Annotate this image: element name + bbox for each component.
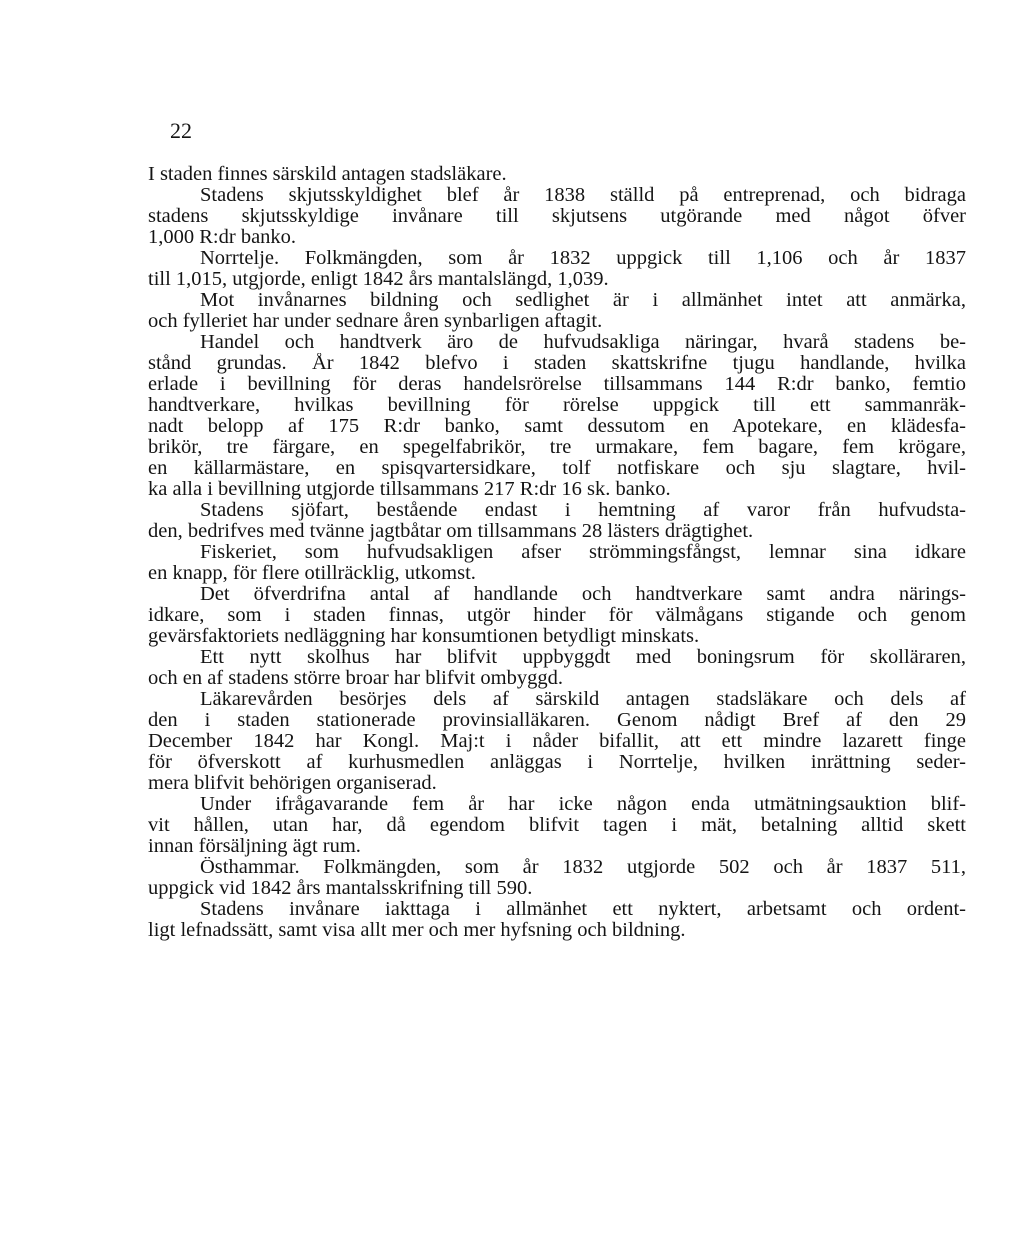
text-line: Handel och handtverk äro de hufvudsakliga näringar, hvarå stadens be- xyxy=(200,332,966,353)
text-line: Läkarevården besörjes dels af särskild antagen stadsläkare och dels af xyxy=(200,689,966,710)
text-line: för öfverskott af kurhusmedlen anläggas i Norrtelje, hvilken inrättning seder- xyxy=(148,752,966,773)
text-line: den, bedrifves med tvänne jagtbåtar om tillsammans 28 lästers drägtighet. xyxy=(148,521,754,542)
text-line: gevärsfaktoriets nedläggning har konsumtionen betydligt minskats. xyxy=(148,626,700,647)
text-line: December 1842 har Kongl. Maj:t i nåder bifallit, att ett mindre lazarett finge xyxy=(148,731,966,752)
text-line: den i staden stationerade provinsialläkaren. Genom nådigt Bref af den 29 xyxy=(148,710,966,731)
text-line: mera blifvit behörigen organiserad. xyxy=(148,773,437,794)
text-line: handtverkare, hvilkas bevillning för rörelse uppgick till ett sammanräk- xyxy=(148,395,966,416)
text-line: Östhammar. Folkmängden, som år 1832 utgjorde 502 och år 1837 511, xyxy=(200,857,966,878)
text-line: och en af stadens större broar har blifvit ombyggd. xyxy=(148,668,564,689)
body-text xyxy=(148,164,966,941)
text-line: Det öfverdrifna antal af handlande och handtverkare samt andra närings- xyxy=(200,584,966,605)
text-line: nadt belopp af 175 R:dr banko, samt dessutom en Apotekare, en klädesfa- xyxy=(148,416,966,437)
text-line: Fiskeriet, som hufvudsakligen afser strömmingsfångst, lemnar sina idkare xyxy=(200,542,966,563)
text-line: brikör, tre färgare, en spegelfabrikör, tre urmakare, fem bagare, fem krögare, xyxy=(148,437,966,458)
text-line: Stadens skjutsskyldighet blef år 1838 ställd på entreprenad, och bidraga xyxy=(200,185,966,206)
text-line: Under ifrågavarande fem år har icke någon enda utmätningsauktion blif- xyxy=(200,794,966,815)
text-line: vit hållen, utan har, då egendom blifvit tagen i mät, betalning alltid skett xyxy=(148,815,966,836)
text-line: 1,000 R:dr banko. xyxy=(148,227,297,248)
text-line: stånd grundas. År 1842 blefvo i staden skattskrifne tjugu handlande, hvilka xyxy=(148,353,966,374)
text-line: uppgick vid 1842 års mantalsskrifning till 590. xyxy=(148,878,533,899)
text-line: Ett nytt skolhus har blifvit uppbyggdt med boningsrum för skolläraren, xyxy=(200,647,966,668)
text-line: stadens skjutsskyldige invånare till skjutsens utgörande med något öfver xyxy=(148,206,966,227)
text-line: ka alla i bevillning utgjorde tillsammans 217 R:dr 16 sk. banko. xyxy=(148,479,671,500)
text-line: ligt lefnadssätt, samt visa allt mer och mer hyfsning och bildning. xyxy=(148,920,686,941)
text-line: till 1,015, utgjorde, enligt 1842 års mantalslängd, 1,039. xyxy=(148,269,609,290)
book-page xyxy=(148,118,966,941)
text-line: Norrtelje. Folkmängden, som år 1832 uppgick till 1,106 och år 1837 xyxy=(200,248,966,269)
text-line: en källarmästare, en spisqvartersidkare, tolf notfiskare och sju slagtare, hvil- xyxy=(148,458,966,479)
text-line: en knapp, för flere otillräcklig, utkomst. xyxy=(148,563,476,584)
text-line: Mot invånarnes bildning och sedlighet är i allmänhet intet att anmärka, xyxy=(200,290,966,311)
text-line: innan försäljning ägt rum. xyxy=(148,836,361,857)
page-number: 22 xyxy=(170,118,192,143)
text-line: Stadens invånare iakttaga i allmänhet ett nyktert, arbetsamt och ordent- xyxy=(200,899,966,920)
text-line: och fylleriet har under sednare åren synbarligen aftagit. xyxy=(148,311,603,332)
text-line: I staden finnes särskild antagen stadsläkare. xyxy=(148,164,507,185)
text-line: erlade i bevillning för deras handelsrörelse tillsammans 144 R:dr banko, femtio xyxy=(148,374,966,395)
text-line: Stadens sjöfart, bestående endast i hemtning af varor från hufvudsta- xyxy=(200,500,966,521)
text-line: idkare, som i staden finnas, utgör hinder för välmågans stigande och genom xyxy=(148,605,966,626)
